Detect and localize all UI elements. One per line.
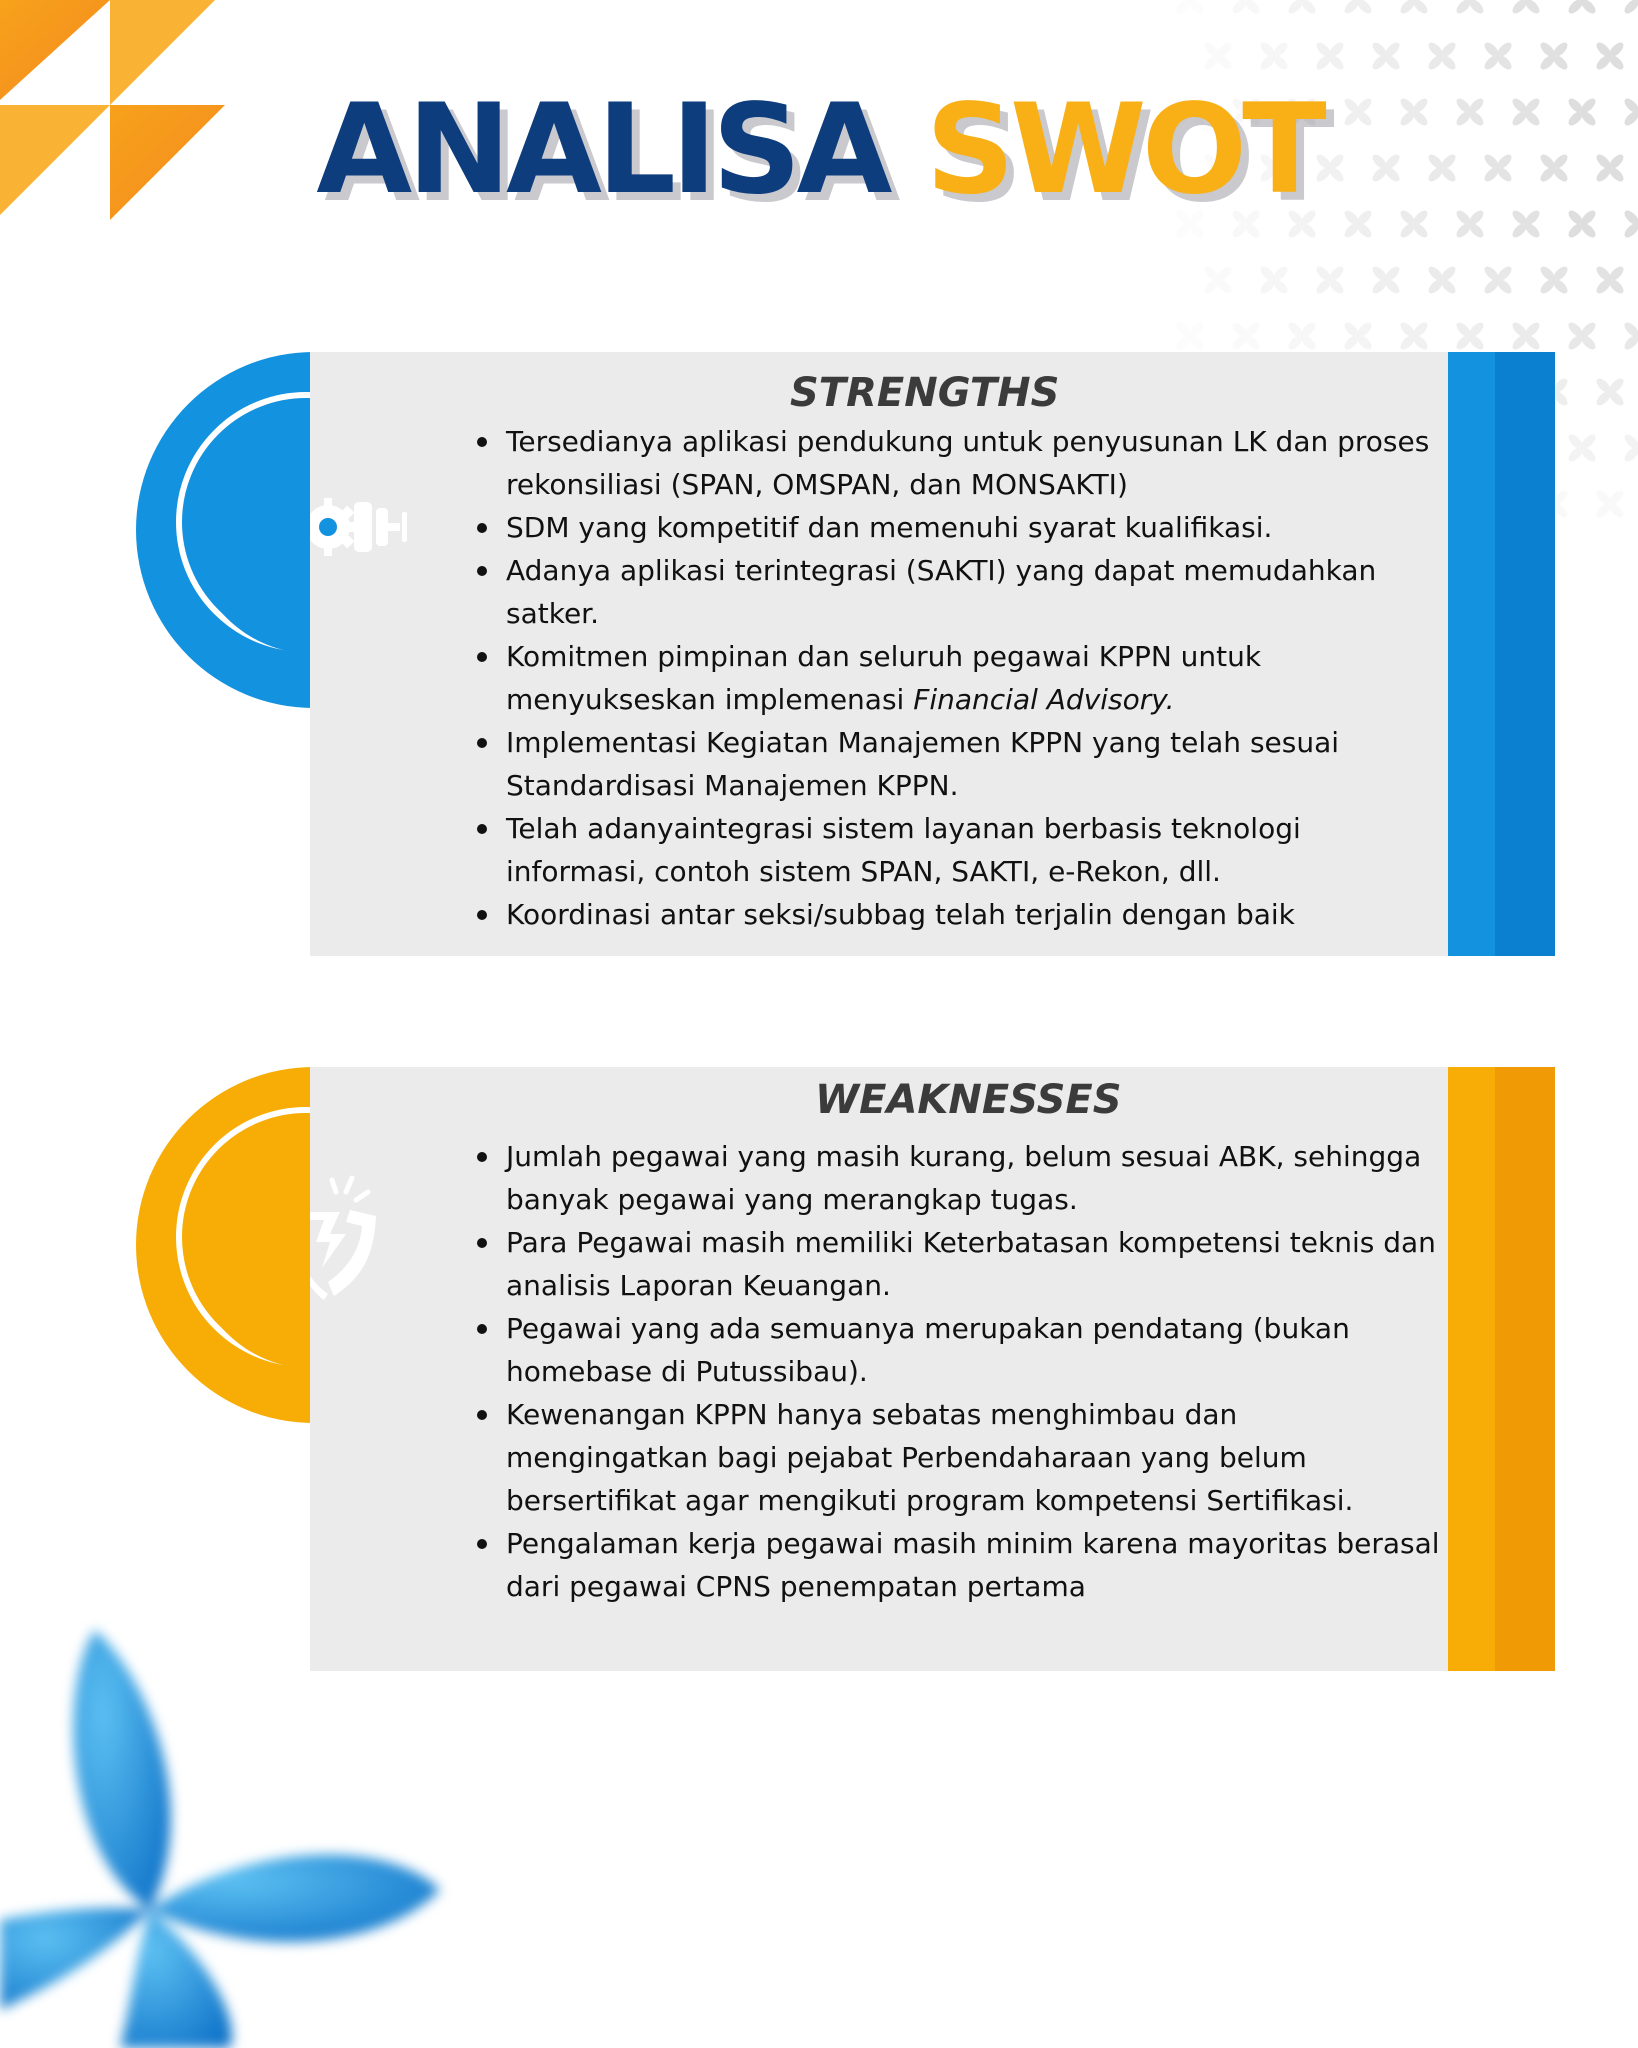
- pattern-petal: [1230, 320, 1262, 352]
- pattern-petal: [1594, 264, 1626, 296]
- pattern-petal: [1594, 488, 1626, 520]
- list-item: Telah adanyaintegrasi sistem layanan berbasis teknologi informasi, contoh sistem SPAN, SAKTI, e-Rekon, dll.: [506, 807, 1446, 893]
- pattern-petal: [1398, 208, 1430, 240]
- pattern-petal: [1370, 264, 1402, 296]
- strengths-heading: STRENGTHS: [790, 370, 1060, 416]
- list-item: Jumlah pegawai yang masih kurang, belum sesuai ABK, sehingga banyak pegawai yang merangkap tugas.: [506, 1135, 1446, 1221]
- pattern-petal: [1594, 40, 1626, 72]
- pattern-petal: [1510, 320, 1542, 352]
- list-item-italic: Financial Advisory.: [913, 683, 1175, 716]
- title-part-swot: SWOT: [925, 78, 1322, 222]
- pattern-petal: [1202, 40, 1234, 72]
- pattern-petal: [1538, 264, 1570, 296]
- list-item: Implementasi Kegiatan Manajemen KPPN yang telah sesuai Standardisasi Manajemen KPPN.: [506, 721, 1446, 807]
- list-item: Para Pegawai masih memiliki Keterbatasan kompetensi teknis dan analisis Laporan Keuangan.: [506, 1221, 1446, 1307]
- pattern-petal: [1538, 40, 1570, 72]
- list-item-text: Komitmen pimpinan dan seluruh pegawai KPPN untuk menyukseskan implemenasi: [506, 640, 1262, 716]
- pattern-petal: [1566, 320, 1598, 352]
- pattern-petal: [1174, 0, 1206, 16]
- pattern-petal: [1398, 320, 1430, 352]
- pattern-petal: [1510, 0, 1542, 16]
- pattern-petal: [1566, 0, 1598, 16]
- strengths-panel: [310, 352, 1555, 956]
- pattern-petal: [1370, 40, 1402, 72]
- weaknesses-heading: WEAKNESSES: [815, 1077, 1122, 1123]
- pattern-petal: [1314, 40, 1346, 72]
- pattern-petal: [1426, 40, 1458, 72]
- list-item: Adanya aplikasi terintegrasi (SAKTI) yang dapat memudahkan satker.: [506, 549, 1446, 635]
- pattern-petal: [1174, 320, 1206, 352]
- weaknesses-accent-bar-dark: [1495, 1067, 1555, 1671]
- pattern-petal: [1454, 0, 1486, 16]
- pattern-petal: [1622, 208, 1638, 240]
- pattern-petal: [1454, 320, 1486, 352]
- pattern-petal: [1482, 264, 1514, 296]
- pattern-petal: [1342, 320, 1374, 352]
- pattern-petal: [1314, 264, 1346, 296]
- pattern-petal: [1286, 0, 1318, 16]
- weaknesses-panel: [310, 1067, 1555, 1671]
- list-item: Kewenangan KPPN hanya sebatas menghimbau dan mengingatkan bagi pejabat Perbendaharaan yang belum bersertifikat agar mengikuti program kompetensi Sertifikasi.: [506, 1393, 1446, 1522]
- list-item: Pegawai yang ada semuanya merupakan pendatang (bukan homebase di Putussibau).: [506, 1307, 1446, 1393]
- pattern-petal: [1230, 0, 1262, 16]
- pattern-petal: [1622, 432, 1638, 464]
- pattern-petal: [1258, 40, 1290, 72]
- pattern-petal: [1482, 40, 1514, 72]
- strengths-list: [506, 420, 1446, 936]
- pattern-petal: [1342, 208, 1374, 240]
- pattern-petal: [1342, 0, 1374, 16]
- pattern-petal: [1622, 0, 1638, 16]
- pattern-petal: [1510, 208, 1542, 240]
- weaknesses-list: [506, 1135, 1446, 1608]
- gear-dumbbell-icon: [310, 472, 420, 582]
- list-item: [506, 635, 1446, 721]
- pattern-petal: [1594, 376, 1626, 408]
- pattern-petal: [1202, 264, 1234, 296]
- pattern-petal: [1426, 264, 1458, 296]
- title-part-analisa: ANALISA: [316, 78, 888, 222]
- broken-shield-icon: [310, 1172, 380, 1312]
- list-item: SDM yang kompetitif dan memenuhi syarat kualifikasi.: [506, 506, 1446, 549]
- page-title: [0, 78, 1638, 222]
- pattern-petal: [1258, 264, 1290, 296]
- pattern-petal: [1566, 208, 1598, 240]
- list-item: Pengalaman kerja pegawai masih minim karena mayoritas berasal dari pegawai CPNS penempatan pertama: [506, 1522, 1446, 1608]
- pattern-petal: [1566, 432, 1598, 464]
- pattern-petal: [1398, 0, 1430, 16]
- pattern-petal: [1286, 320, 1318, 352]
- pattern-petal: [1454, 208, 1486, 240]
- list-item: Tersedianya aplikasi pendukung untuk penyusunan LK dan proses rekonsiliasi (SPAN, OMSPAN, dan MONSAKTI): [506, 420, 1446, 506]
- list-item: Koordinasi antar seksi/subbag telah terjalin dengan baik: [506, 893, 1446, 936]
- strengths-accent-bar-dark: [1495, 352, 1555, 956]
- pattern-petal: [1622, 320, 1638, 352]
